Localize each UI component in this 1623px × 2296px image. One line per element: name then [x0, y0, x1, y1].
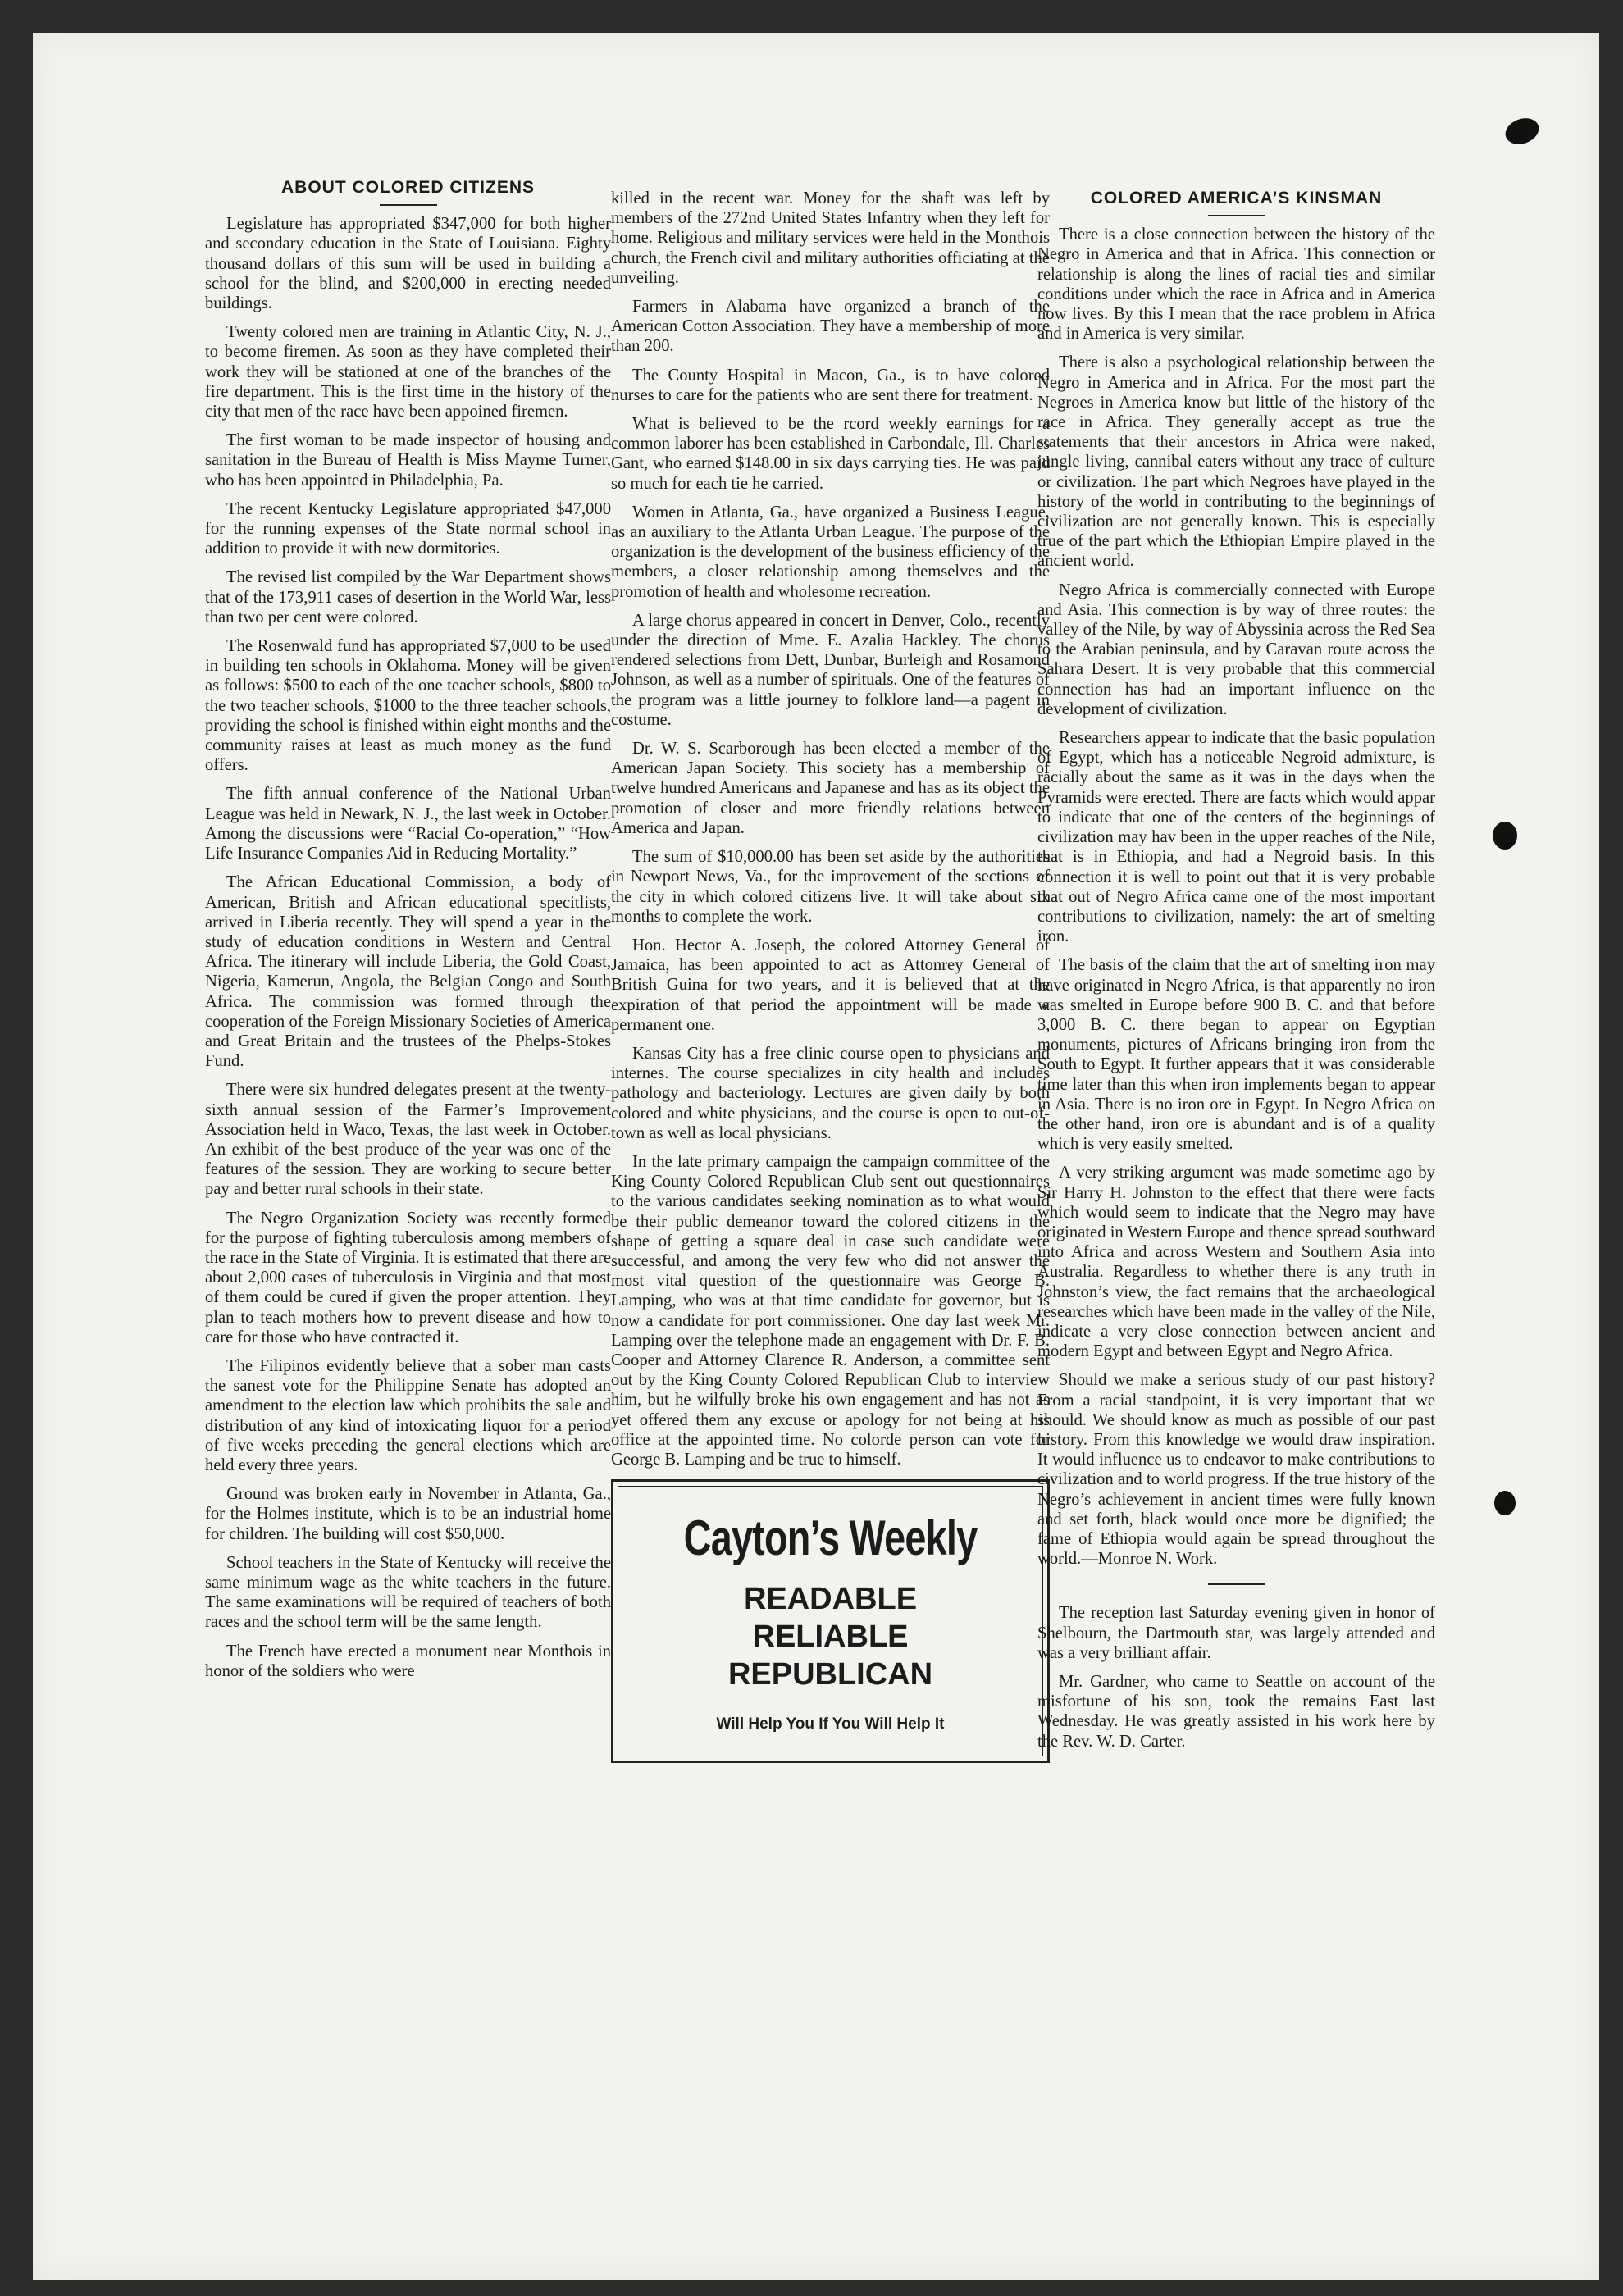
ink-blot-top-right [1502, 114, 1543, 149]
news-item: The first woman to be made inspector of housing and sanitation in the Bureau of Health is Miss Mayme Turner, who has been appointed in Philadelphia, Pa. [205, 431, 611, 490]
news-item: In the late primary campaign the campaign committee of the King County Colored Republican Club sent out questionnaires to the various candidates seeking nomination as to what would be their public demeanor toward the colored citizens in the shape of getting a square deal in case such candidate were successful, and among the very few who did not answer the most vital question of the questionnaire was George B. Lamping, who was at that time candidate for governor, but is now a candidate for port commissioner. One day last week Mr. Lamping over the telephone made an engagement with Dr. F. B. Cooper and Attorney Clarence R. Anderson, a committee sent out by the King County Colored Republican Club to interview him, but he wilfully broke his own engagement and has not as yet offered them any excuse or apology for not being at his office at the appointed time. No colorde person can vote for George B. Lamping and be true to himself. [611, 1152, 1050, 1469]
news-item: The Filipinos evidently believe that a sober man casts the sanest vote for the Philippine Senate has adopted an amendment to the election law which prohibits the sale and distribution of any kind of intoxicating liquor for a period of five weeks preceding the general elections which are held every three years. [205, 1356, 611, 1474]
news-item: The recent Kentucky Legislature appropriated $47,000 for the running expenses of the State normal school in addition to provide it with new dormitories. [205, 499, 611, 558]
ad-line-readable: READABLE [743, 1582, 918, 1617]
news-item: Hon. Hector A. Joseph, the colored Attorney General of Jamaica, has been appointed to act as Attonrey General of British Guina for two years, and it is believed that at the expiration of that period the appointment will be made a permanent one. [611, 936, 1050, 1034]
article-paragraph: Should we make a serious study of our past history? From a racial standpoint, it is very important that we should. We should know as much as possible of our past history. From this knowledge we would draw inspiration. It would influence us to endeavor to make contributions to civilization and to world progress. If the true history of the Negro’s achievement in ancient times were fully known and set forth, black would once more be dignified; the fame of Ethiopia would again be spread throughout the world.—Monroe N. Work. [1037, 1371, 1435, 1569]
heading-colored-americas-kinsman: COLORED AMERICA’S KINSMAN [1090, 189, 1383, 207]
news-item: The reception last Saturday evening given in honor of Shelbourn, the Dartmouth star, was largely attended and was a very brilliant affair. [1037, 1604, 1435, 1662]
column-colored-americas-kinsman [1037, 189, 1435, 1761]
ad-title: Cayton’s Weekly [683, 1510, 978, 1566]
caytons-weekly-ad [611, 1479, 1050, 1763]
article-paragraph: Researchers appear to indicate that the basic population of Egypt, which has a noticeable Negroid admixture, is racially about the same as it was in the days when the Pyramids were erected. There are facts which would appar to indicate that one of the centers of the beginnings of civilization may hav been in the upper reaches of the Nile, that is in Ethiopia, and had a Negroid basis. In this connection it is well to point out that it is very probable that out of Negro Africa came one of the most important contributions to civilization, namely: the art of smelting iron. [1037, 729, 1435, 946]
news-item: The sum of $10,000.00 has been set aside by the authorities in Newport News, Va., for the improvement of the sections of the city in which colored citizens live. It will take about six months to complete the work. [611, 848, 1050, 926]
news-item: The County Hospital in Macon, Ga., is to have colored nurses to care for the patients who are sent there for treatment. [611, 366, 1050, 404]
news-item: What is believed to be the rcord weekly earnings for a common laborer has been established in Carbondale, Ill. Charles Gant, who earned $148.00 in six days carrying ties. He was paid so much for each tie he carried. [611, 415, 1050, 493]
heading-about-colored-citizens: ABOUT COLORED CITIZENS [281, 178, 535, 197]
news-item: Mr. Gardner, who came to Seattle on account of the misfortune of his son, took the remains East last Wednesday. He was greatly assisted in his work here by the Rev. W. D. Carter. [1037, 1673, 1435, 1751]
ad-footer: Will Help You If You Will Help It [716, 1715, 945, 1733]
ad-line-republican: REPUBLICAN [727, 1657, 933, 1692]
news-item-continued: killed in the recent war. Money for the shaft was left by members of the 272nd United States Infantry when they left for home. Religious and military services were held in the Monthois church, the French civil and military authorities officiating at the unveiling. [611, 189, 1050, 287]
news-item: Farmers in Alabama have organized a branch of the American Cotton Association. They have a membership of more than 200. [611, 298, 1050, 356]
section-divider [1208, 1583, 1265, 1585]
news-item: The fifth annual conference of the National Urban League was held in Newark, N. J., the last week in October. Among the discussions were “Racial Co-operation,” “How Life Insurance Companies Aid in Reducing Mortality.” [205, 785, 611, 863]
newspaper-page [33, 33, 1599, 2280]
news-item: Kansas City has a free clinic course open to physicians and internes. The course specializes in city health and includes pathology and bacteriology. Lectures are given daily by both colored and white physicians, and the course is open to out-of-town as well as local physicians. [611, 1044, 1050, 1142]
article-paragraph: The basis of the claim that the art of smelting iron may have originated in Negro Africa, is that apparently no iron was smelted in Europe before 900 B. C. and that before 3,000 B. C. there began to appear on Egyptian monuments, pictures of Africans bringing iron from the South to Egypt. It further appears that it was considerable time later than this when iron implements began to appear in Asia. There is no iron ore in Egypt. In Negro Africa on the other hand, iron ore is abundant and is of a quality which is very easily smelted. [1037, 956, 1435, 1154]
news-item: The Negro Organization Society was recently formed for the purpose of fighting tuberculosis among members of the race in the State of Virginia. It is estimated that there are about 2,000 cases of tuberculosis in Virginia and that most of them could be cured if given the proper attention. They plan to teach mothers how to prevent disease and how to care for those who have contracted it. [205, 1209, 611, 1346]
heading-rule [380, 204, 437, 206]
news-item: Dr. W. S. Scarborough has been elected a member of the American Japan Society. This society has a membership of twelve hundred Americans and Japanese and has as its object the promotion of closer and more friendly relations between America and Japan. [611, 740, 1050, 837]
news-item: Twenty colored men are training in Atlantic City, N. J., to become firemen. As soon as they have completed their work they will be stationed at one of the branches of the fire department. This is the first time in the history of the city that men of the race have been appoined firemen. [205, 323, 611, 421]
news-item: There were six hundred delegates present at the twenty-sixth annual session of the Farmer’s Improvement Association held in Waco, Texas, the last week in October. An exhibit of the best produce of the year was one of the features of the session. They are working to secure better pay and better rural schools in their state. [205, 1081, 611, 1199]
column-about-colored-citizens [205, 178, 611, 1690]
news-item: The Rosenwald fund has appropriated $7,000 to be used in building ten schools in Oklahoma. Money will be given as follows: $500 to each of the one teacher schools, $800 to the two teacher schools, $1000 to the three teacher schools, providing the school is finished within eight months and the community raises at least as much money as the fund offers. [205, 637, 611, 775]
ad-inner-border [618, 1486, 1043, 1756]
news-item: Legislature has appropriated $347,000 for both higher and secondary education in the State of Louisiana. Eighty thousand dollars of this sum will be used in building a school for the blind, and $200,000 in erecting needed buildings. [205, 215, 611, 313]
ink-spot-right-2 [1494, 1491, 1516, 1515]
news-item: School teachers in the State of Kentucky will receive the same minimum wage as the white teachers in the future. The same examinations will be required of teachers of both races and the school term will be the same length. [205, 1553, 611, 1632]
news-item: The African Educational Commission, a body of American, British and African educational specitlists, arrived in Liberia recently. They will spend a year in the study of education conditions in Western and Central Africa. The itinerary will include Liberia, the Gold Coast, Nigeria, Kamerun, Angola, the Belgian Congo and South Africa. The commission was formed through the cooperation of the Foreign Missionary Societies of America and Great Britain and the trustees of the Phelps-Stokes Fund. [205, 873, 611, 1071]
news-item: The revised list compiled by the War Department shows that of the 173,911 cases of desertion in the World War, less than two per cent were colored. [205, 568, 611, 626]
ink-spot-right-1 [1493, 822, 1517, 850]
news-item: The French have erected a monument near Monthois in honor of the soldiers who were [205, 1642, 611, 1680]
article-paragraph: There is also a psychological relationship between the Negro in America and in Africa. For the most part the Negroes in America know but little of the history of the race in Africa. They generally accept as true the statements that their ancestors in Africa were naked, jungle living, cannibal eaters without any trace of culture or civilization. The part which Negroes have played in the history of the world in contributing to the beginnings of civilization are not generally known. This is especially true of the part which the Ethiopian Empire played in the ancient world. [1037, 353, 1435, 571]
heading-rule [1208, 215, 1265, 216]
column-middle [611, 189, 1050, 1763]
news-item: Women in Atlanta, Ga., have organized a Business League, as an auxiliary to the Atlanta Urban League. The purpose of the organization is the development of the business efficiency of the members, a closer relationship among themselves and the promotion of health and wholesome recreation. [611, 503, 1050, 601]
article-paragraph: A very striking argument was made sometime ago by Sir Harry H. Johnston to the effect that there were facts which would seem to indicate that the Negro may have originated in Western Europe and thence spread southward into Africa and across Western and Southern Asia into Australia. Regardless to whether there is any truth in Johnston’s view, the fact remains that the archaeological researches which have been made in the valley of the Nile, indicate a very close connection between ancient and modern Egypt and between Egypt and Negro Africa. [1037, 1164, 1435, 1361]
news-item: A large chorus appeared in concert in Denver, Colo., recently under the direction of Mme. E. Azalia Hackley. The chorus rendered selections from Dett, Dunbar, Burleigh and Rosamond Johnson, as well as a number of spirituals. One of the features of the program was a little journey to folklore land—a pagent in costume. [611, 611, 1050, 729]
news-item: Ground was broken early in November in Atlanta, Ga., for the Holmes institute, which is to be an industrial home for children. The building will cost $50,000. [205, 1485, 611, 1543]
ad-line-reliable: RELIABLE [752, 1620, 909, 1655]
article-paragraph: Negro Africa is commercially connected with Europe and Asia. This connection is by way of three routes: the valley of the Nile, by way of Abyssinia across the Red Sea to the Arabian peninsula, and by Caravan route across the Sahara Desert. It is very probable that this commercial connection has had an important influence on the development of civilization. [1037, 581, 1435, 718]
article-paragraph: There is a close connection between the history of the Negro in America and that in Africa. This connection or relationship is along the lines of racial ties and similar conditions under which the race in Africa and in America now lives. By this I mean that the race problem in Africa and in America is very similar. [1037, 226, 1435, 344]
